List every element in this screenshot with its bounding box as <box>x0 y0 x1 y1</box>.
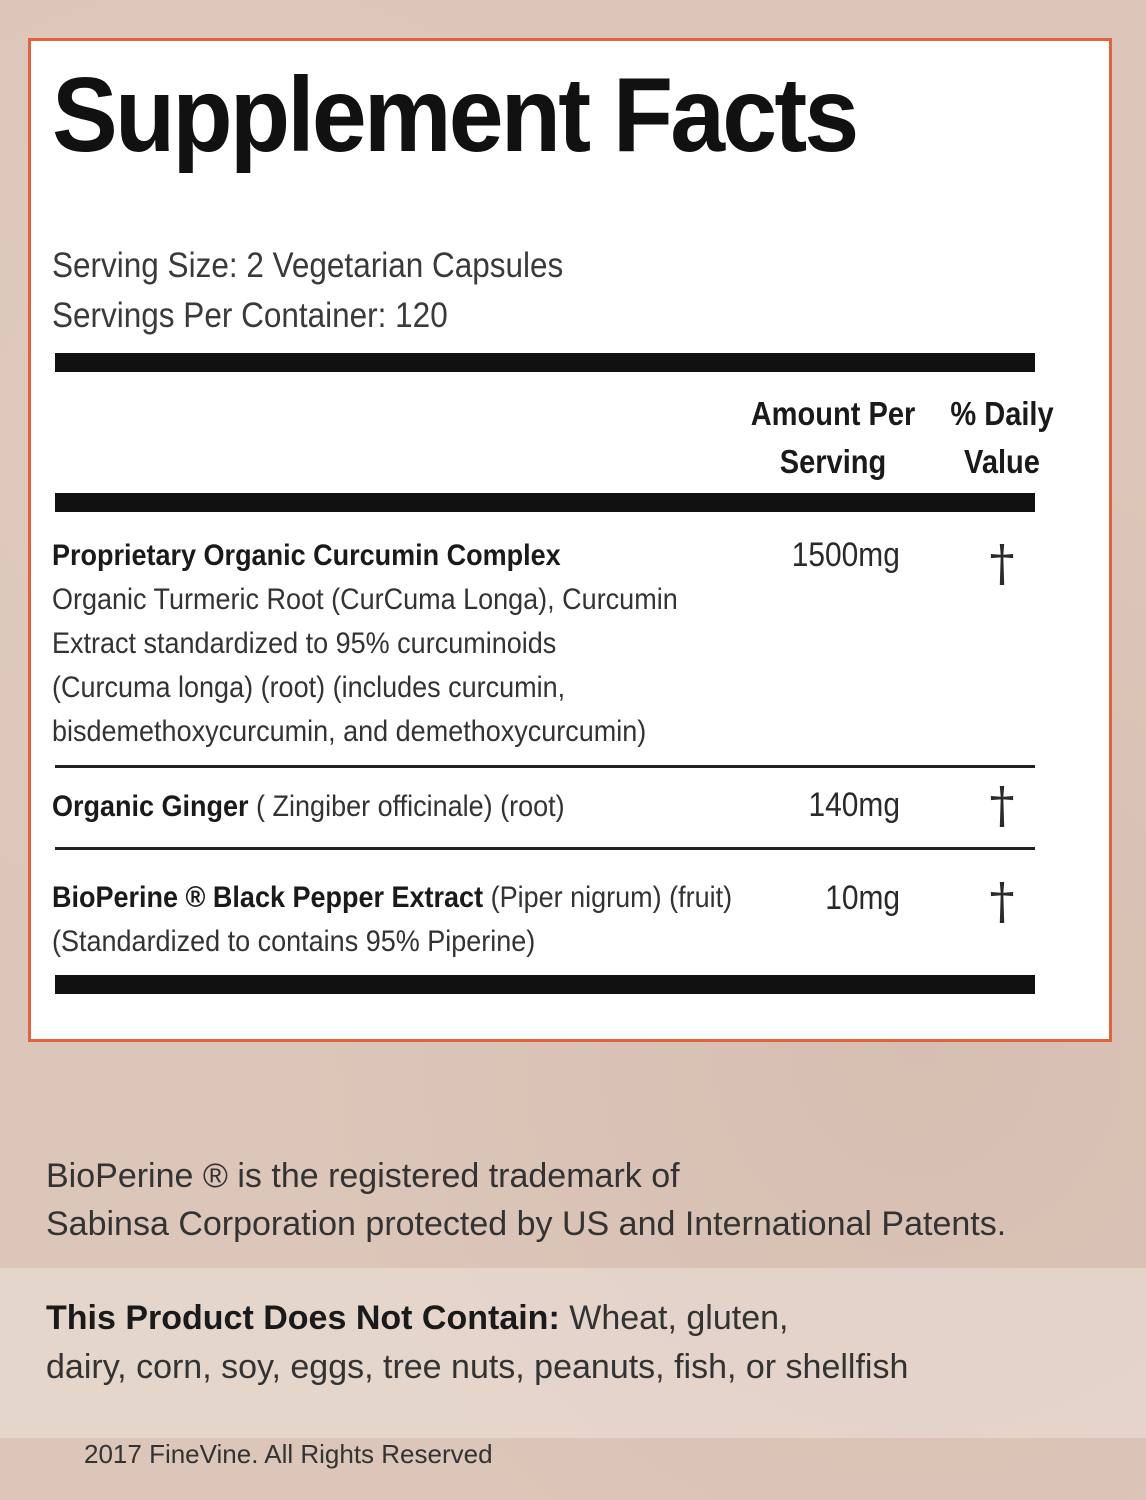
amount-bioperine: 10mg <box>825 879 900 917</box>
dv-header-line2: Value <box>964 443 1040 480</box>
ingredient-name: Proprietary Organic Curcumin Complex <box>52 539 561 572</box>
allergen-list-line: dairy, corn, soy, eggs, tree nuts, peanuts, fish, or shellfish <box>46 1348 909 1386</box>
row-divider <box>55 847 1035 850</box>
serving-size: Serving Size: 2 Vegetarian Capsules <box>52 246 564 285</box>
ingredient-row-curcumin <box>52 534 678 754</box>
amount-header-line2: Serving <box>779 443 887 480</box>
row-divider <box>55 765 1035 768</box>
ingredient-detail-line: Organic Turmeric Root (CurCuma Longa), Curcumin <box>52 583 678 616</box>
ingredient-row-ginger <box>52 785 565 829</box>
allergen-list-start: Wheat, gluten, <box>559 1299 789 1337</box>
allergen-label: This Product Does Not Contain: <box>46 1299 560 1337</box>
ingredient-detail-inline: (Piper nigrum) (fruit) <box>483 881 733 914</box>
ingredient-detail-line: (Standardized to contains 95% Piperine) <box>52 925 536 958</box>
amount-curcumin: 1500mg <box>791 536 900 574</box>
page-title: Supplement Facts <box>52 56 857 174</box>
trademark-line: BioPerine ® is the registered trademark of <box>46 1157 680 1195</box>
daily-value-header <box>940 390 1063 486</box>
dagger-icon: † <box>989 534 1015 592</box>
ingredient-name: BioPerine ® Black Pepper Extract <box>52 881 484 914</box>
ingredient-detail-line: Extract standardized to 95% curcuminoids <box>52 627 557 660</box>
ingredient-name: Organic Ginger <box>52 790 249 823</box>
ingredient-detail-line: (Curcuma longa) (root) (includes curcumin, <box>52 671 566 704</box>
allergen-statement <box>46 1294 908 1392</box>
ingredient-detail-inline: ( Zingiber officinale) (root) <box>248 790 565 823</box>
servings-per-container: Servings Per Container: 120 <box>52 296 448 335</box>
thick-divider-bottom <box>55 975 1035 994</box>
ingredient-detail-line: bisdemethoxycurcumin, and demethoxycurcumin) <box>52 715 647 748</box>
trademark-line: Sabinsa Corporation protected by US and International Patents. <box>46 1205 1007 1243</box>
thick-divider-top <box>55 353 1035 372</box>
dv-header-line1: % Daily <box>950 395 1054 432</box>
trademark-notice <box>46 1152 1006 1248</box>
amount-per-serving-header <box>749 390 916 486</box>
dagger-icon: † <box>989 776 1015 834</box>
amount-header-line1: Amount Per <box>750 395 916 432</box>
copyright-notice: 2017 FineVine. All Rights Reserved <box>84 1439 493 1469</box>
amount-ginger: 140mg <box>808 786 900 824</box>
ingredient-row-bioperine <box>52 876 732 964</box>
dagger-icon: † <box>989 872 1015 930</box>
thick-divider-header <box>55 493 1035 512</box>
